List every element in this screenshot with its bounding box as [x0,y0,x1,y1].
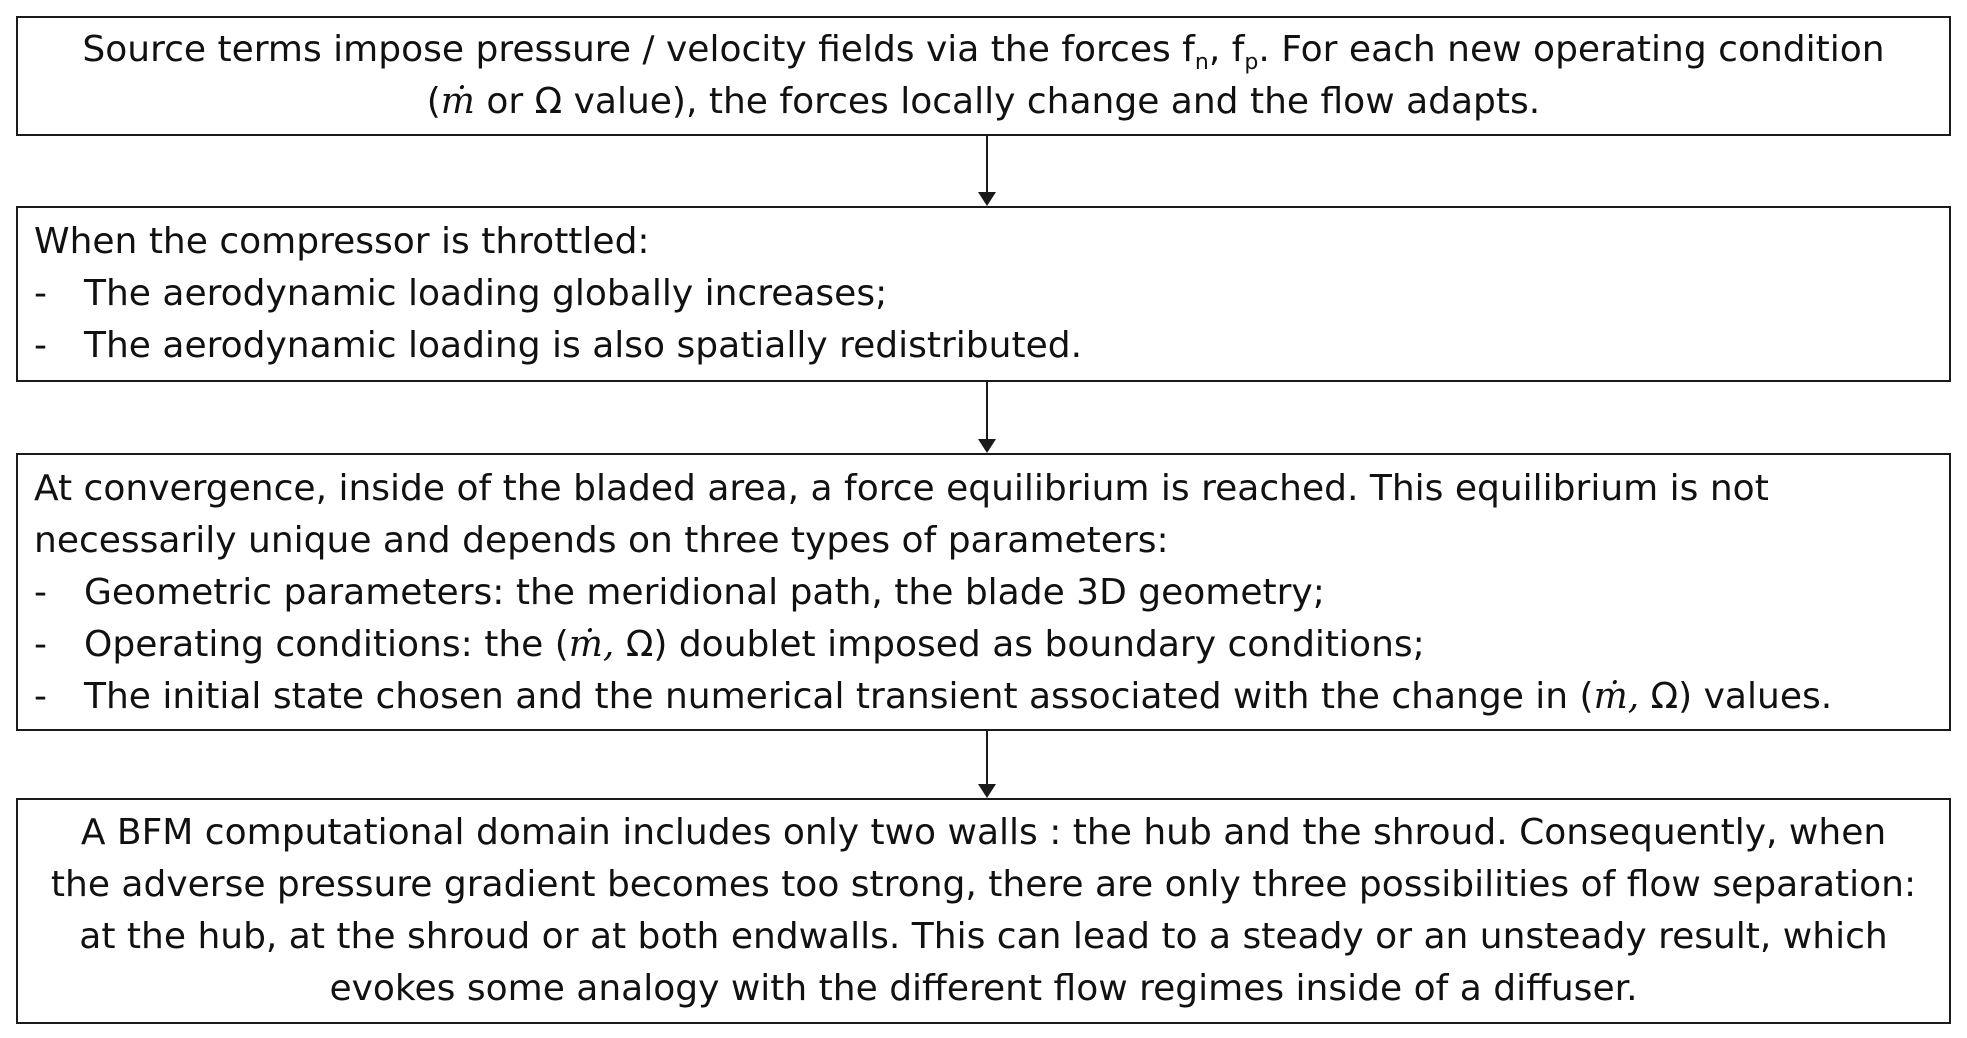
flow-arrow-3 [986,731,988,796]
box3-intro-line1: At convergence, inside of the bladed area, a force equilibrium is reached. This equilibrium is not [34,468,1769,509]
box2-intro: When the compressor is throttled: [34,221,650,262]
box4-line: the adverse pressure gradient becomes too strong, there are only three possibilities of flow separation: [50,864,1917,905]
box4-line: A BFM computational domain includes only two walls : the hub and the shroud. Consequently, when [80,812,1887,853]
list-item: - Operating conditions: the (ṁ, Ω) doublet imposed as boundary conditions; [34,624,1425,665]
list-item: - The aerodynamic loading is also spatially redistributed. [34,325,1083,366]
box3-intro-line2: necessarily unique and depends on three types of parameters: [34,520,1169,561]
list-item: - Geometric parameters: the meridional path, the blade 3D geometry; [34,572,1325,613]
box4-line: at the hub, at the shroud or at both endwalls. This can lead to a steady or an unsteady result, which [79,916,1888,957]
step-box-convergence [16,453,1951,731]
flow-arrow-1 [986,136,988,204]
flow-arrow-2 [986,382,988,451]
box1-line2: (ṁ or Ω value), the forces locally change and the flow adapts. [426,81,1541,122]
subscript-n: n [1194,50,1209,76]
list-item: - The initial state chosen and the numerical transient associated with the change in (ṁ, Ω) values. [34,676,1833,717]
mass-flow-symbol: ṁ, [1593,676,1640,717]
box1-line1: Source terms impose pressure / velocity fields via the forces $f_n$, $f_p$. For each new operating condition [82,29,1885,76]
mass-flow-symbol: ṁ [440,81,475,122]
mass-flow-symbol: ṁ, [568,624,615,665]
step-box-throttled [16,206,1951,382]
step-box-bfm-domain [16,798,1951,1024]
list-item: - The aerodynamic loading globally increases; [34,273,888,314]
subscript-p: p [1244,50,1259,76]
step-box-source-terms [16,16,1951,136]
box4-line: evokes some analogy with the different flow regimes inside of a diffuser. [329,968,1638,1009]
